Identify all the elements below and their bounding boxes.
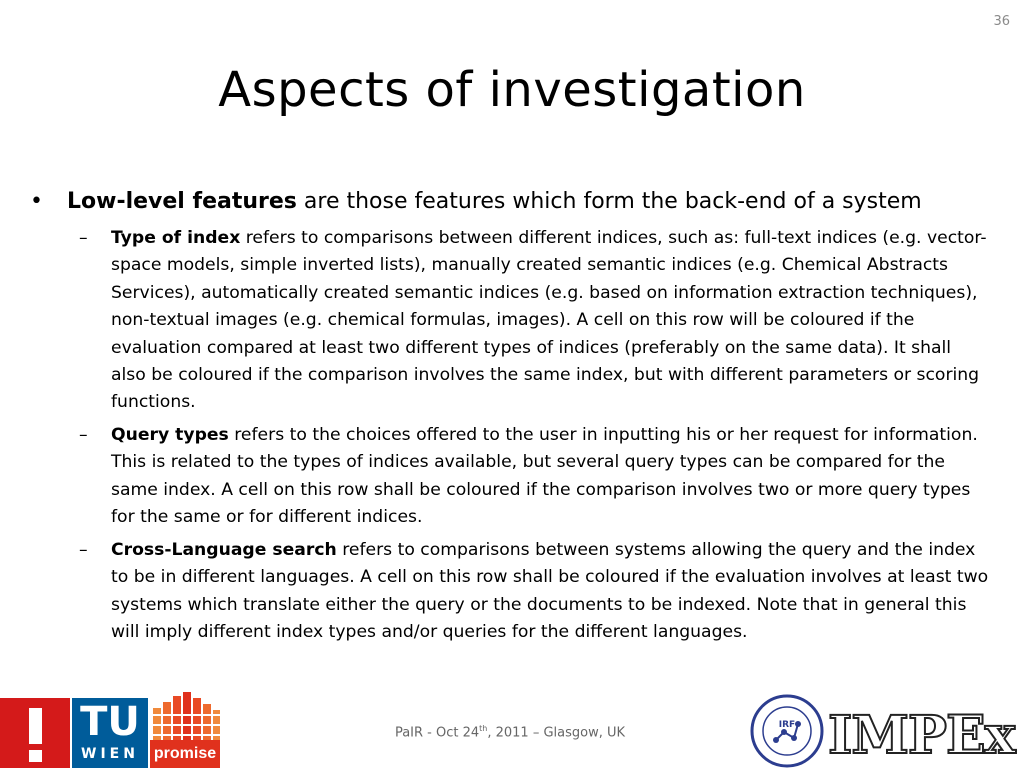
sub-bullet-rest: refers to the choices offered to the user in inputting his or her request for information. This is related to the types of indices available, but several query types can be compared for the same index. A cell on this row shall be coloured if the comparison involves two or more query types for the same or for different indices. — [111, 425, 978, 528]
sub-bullet-text — [111, 225, 991, 417]
wien-logo-text: WIEN — [81, 746, 139, 762]
footer-pre: PaIR - Oct 24 — [394, 725, 480, 741]
dash-icon: – — [79, 228, 88, 248]
sub-bullet-rest: refers to comparisons between systems allowing the query and the index to be in different languages. A cell on this row shall be coloured if the evaluation involves at least two systems which translate either the query or the documents to be indexed. Note that in general this will imply different index types and/or queries for the different languages. — [111, 540, 989, 643]
impex-logo-text: IMPEx — [828, 705, 1015, 766]
impex-logo — [828, 705, 1020, 766]
sub-bullet-rest: refers to comparisons between different indices, such as: full-text indices (e.g. vector-space models, simple inverted lists), manually created semantic indices (e.g. Chemical Abstracts Services), automatically created semantic indices (e.g. based on information extraction techniques), non-textual images (e.g. chemical formulas, images). A cell on this row will be coloured if the evaluation compared at least two different types of indices (preferably on the same data). It shall also be coloured if the comparison involves the same index, but with different parameters or scoring functions. — [111, 228, 987, 413]
footer-text — [350, 724, 670, 740]
slide-title: Aspects of investigation — [218, 62, 806, 118]
footer-sup: th — [479, 724, 488, 733]
irf-logo-text: IRF — [778, 720, 796, 730]
slide-number: 36 — [993, 14, 1010, 29]
sub-bullet-bold: Query types — [111, 425, 229, 445]
sub-bullet-bold: Type of index — [111, 228, 241, 248]
main-bullet-text — [67, 187, 922, 217]
promise-logo — [150, 692, 220, 768]
sub-bullet-text — [111, 422, 991, 532]
tu-logo-text: TU — [80, 699, 140, 745]
exclamation-logo-icon — [0, 698, 70, 768]
footer-post: , 2011 – Glasgow, UK — [487, 725, 626, 741]
irf-logo — [750, 694, 824, 768]
bullet-dot-icon: • — [30, 189, 43, 214]
dash-icon: – — [79, 540, 88, 560]
promise-bars-icon — [150, 692, 220, 742]
sub-bullet-text — [111, 537, 991, 647]
main-bullet-bold: Low-level features — [67, 189, 297, 214]
tu-wien-logo — [72, 698, 148, 768]
promise-logo-text: promise — [150, 740, 220, 768]
dash-icon: – — [79, 425, 88, 445]
main-bullet-rest: are those features which form the back-end of a system — [296, 189, 922, 214]
sub-bullet-bold: Cross-Language search — [111, 540, 337, 560]
